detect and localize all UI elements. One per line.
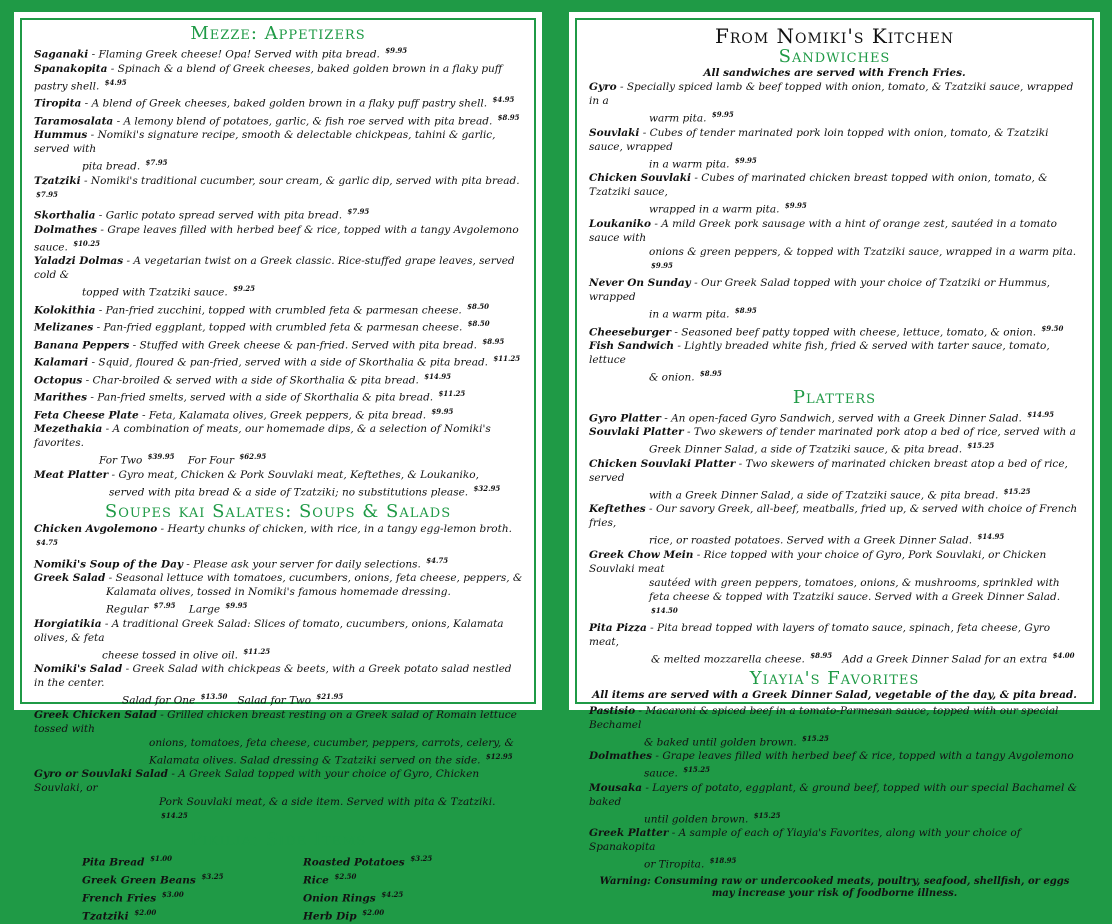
menu-item: Saganaki - Flaming Greek cheese! Opa! Served with pita bread. $^{\$9.95}$ [34, 46, 408, 61]
pita-pizza-block [577, 621, 1092, 667]
menu-item: Octopus - Char-broiled & served with a side of Skorthalia & pita bread. $^{\$14.95}$ [34, 371, 451, 386]
warning-line-1: Warning: Consuming raw or undercooked meats, poultry, seafood, shellfish, or eggs [599, 875, 1070, 887]
mezze-list [22, 44, 534, 422]
food-safety-warning [577, 876, 1092, 900]
menu-item: Pita Pizza - Pita bread topped with layers of tomato sauce, spinach, feta cheese, Gyro meat, & melted mozzarella cheese. $^{\$8.95}$ Add a Greek Dinner Salad for an extra $^{\$4.00}$ [589, 622, 1075, 666]
menu-item: Souvlaki - Cubes of tender marinated pork loin topped with onion, tomato, & Tzatziki sauce, wrapped in a warm pita. $^{\$9.95}$ [589, 126, 1049, 170]
side-items-col-1 [82, 852, 293, 924]
pikilia-title: Pikilia: Side Items [189, 828, 367, 850]
side-item: Rice $^{\$2.50}$ [303, 871, 357, 886]
yiayia-list [577, 704, 1092, 872]
mezze-title: Mezze: Appetizers [190, 23, 366, 44]
menu-item: Kolokithia - Pan-fried zucchini, topped with crumbled feta & parmesan cheese. $^{\$8.50}$ [34, 301, 490, 316]
kitchen-title: From Nomiki's Kitchen [714, 24, 955, 48]
menu-item: Gyro or Souvlaki Salad - A Greek Salad topped with your choice of Gyro, Chicken Souvlaki, or Pork Souvlaki meat, & a side item. Served with pita & Tzatziki. $^{\$14.25}$ [34, 768, 496, 820]
soups-title: Soupes kai Salates: Soups & Salads [104, 501, 452, 522]
side-item: Greek Green Beans $^{\$3.25}$ [82, 871, 224, 886]
menu-item: Nomiki's Salad - Greek Salad with chickpeas & beets, with a Greek potato salad nestled in the center. Salad for One $^{\$13.50}$ Salad for Two $^{\$21.95}$ [34, 663, 512, 707]
menu-item: Dolmathes - Grape leaves filled with herbed beef & rice, topped with a tangy Avgolemono sauce. $^{\$10.25}$ [34, 223, 519, 253]
menu-item: Horgiatikia - A traditional Greek Salad: Slices of tomato, cucumbers, onions, Kalamata olives, & feta cheese tossed in olive oil. $^{\$11.25}$ [34, 617, 504, 661]
menu-item: Loukaniko - A mild Greek pork sausage with a hint of orange zest, sautéed in a tomato sauce with onions & green peppers, & topped with Tzatziki sauce, wrapped in a warm pita. $^{\$9.95}$ [589, 217, 1077, 270]
menu-item: Chicken Souvlaki Platter - Two skewers of marinated chicken breast atop a bed of rice, served with a Greek Dinner Salad, a side of Tzatziki sauce, & pita bread. $^{\$15.25}$ [589, 457, 1068, 501]
menu-item: Pastisio - Macaroni & spiced beef in a tomato-Parmesan sauce, topped with our special Bechamel & baked until golden brown. $^{\$15.25}$ [589, 704, 1059, 748]
side-items-col-2 [303, 852, 514, 924]
sandwiches-title: Sandwiches [778, 46, 891, 67]
side-items-grid [22, 850, 534, 924]
menu-item: Banana Peppers - Stuffed with Greek cheese & pan-fried. Served with pita bread. $^{\$8.95}$ [34, 336, 505, 351]
left-panel-border [20, 18, 536, 922]
soups-list [22, 522, 534, 827]
menu-item: Fish Sandwich - Lightly breaded white fish, fried & served with tarter sauce, tomato, lettuce & onion. $^{\$8.95}$ [589, 340, 1050, 384]
sandwiches-note: All sandwiches are served with French Fries. [703, 67, 966, 79]
side-item: French Fries $^{\$3.00}$ [82, 889, 184, 904]
menu-item: Taramosalata - A lemony blend of potatoes, garlic, & fish roe served with pita bread. $^{\$8.95}$ [34, 112, 520, 127]
menu-item: Tzatziki - Nomiki's traditional cucumber, sour cream, & garlic dip, served with pita bread. $^{\$7.95}$ [34, 174, 520, 199]
menu-item: Hummus - Nomiki's signature recipe, smooth & delectable chickpeas, tahini & garlic, served with pita bread. $^{\$7.95}$ [34, 129, 496, 173]
left-menu-panel [12, 10, 544, 922]
right-menu-panel [567, 10, 1102, 899]
menu-item: Yaladzi Dolmas - A vegetarian twist on a Greek classic. Rice-stuffed grape leaves, served cold & topped with Tzatziki sauce. $^{\$9.25}$ [34, 255, 515, 299]
menu-item: Melizanes - Pan-fried eggplant, topped with crumbled feta & parmesan cheese. $^{\$8.50}$ [34, 319, 490, 334]
menu-item: Mousaka - Layers of potato, eggplant, & ground beef, topped with our special Bachamel & baked until golden brown. $^{\$15.25}$ [589, 781, 1077, 825]
menu-item: Skorthalia - Garlic potato spread served with pita bread. $^{\$7.95}$ [34, 207, 370, 222]
menu-item: Greek Platter - A sample of each of Yiayia's Favorites, along with your choice of Spanakopita or Tiropita. $^{\$18.95}$ [589, 827, 1021, 871]
right-panel-border [575, 18, 1094, 899]
side-item: Herb Dip $^{\$2.00}$ [303, 907, 385, 922]
menu-item: Mezethakia - A combination of meats, our homemade dips, & a selection of Nomiki's favorites. For Two $^{\$39.95}$ For Four $^{\$62.95}$ [34, 423, 491, 467]
menu-item: Greek Chicken Salad - Grilled chicken breast resting on a Greek salad of Romain lettuce tossed with onions, tomatoes, feta cheese, cucumber, peppers, carrots, celery, & Kalamata olives. Salad dressing & Tzatziki served on the side. $^{\$12.95}$ [34, 708, 517, 766]
sandwich-list [577, 80, 1092, 385]
menu-item: Dolmathes - Grape leaves filled with herbed beef & rice, topped with a tangy Avgolemono sauce. $^{\$15.25}$ [589, 750, 1074, 780]
menu-item: Never On Sunday - Our Greek Salad topped with your choice of Tzatziki or Hummus, wrapped in a warm pita. $^{\$8.95}$ [589, 277, 1050, 321]
menu-item: Greek Salad - Seasonal lettuce with tomatoes, cucumbers, onions, feta cheese, peppers, & Kalamata olives, tossed in Nomiki's famous homemade dressing. Regular $^{\$7.95}$ Large $^{\$9.95}$ [34, 572, 523, 616]
menu-item: Keftethes - Our savory Greek, all-beef, meatballs, fried up, & served with choice of French fries, rice, or roasted potatoes. Served with a Greek Dinner Salad. $^{\$14.95}$ [589, 503, 1078, 547]
menu-item: Tiropita - A blend of Greek cheeses, baked golden brown in a flaky puff pastry shell. $^{\$4.95}$ [34, 95, 515, 110]
side-item: Pita Bread $^{\$1.00}$ [82, 853, 173, 868]
menu-item: Kalamari - Squid, floured & pan-fried, served with a side of Skorthalia & pita bread. $^{\$11.25}$ [34, 354, 521, 369]
yiayia-title: Yiayia's Favorites [749, 667, 920, 689]
warning-line-2: may increase your risk of foodborne illness. [711, 887, 958, 899]
menu-item: Gyro Platter - An open-faced Gyro Sandwich, served with a Greek Dinner Salad. $^{\$14.95}$ [589, 409, 1055, 424]
menu-item: Marithes - Pan-fried smelts, served with a side of Skorthalia & pita bread. $^{\$11.25}$ [34, 389, 466, 404]
menu-item: Feta Cheese Plate - Feta, Kalamata olives, Greek peppers, & pita bread. $^{\$9.95}$ [34, 406, 454, 421]
menu-item: Chicken Souvlaki - Cubes of marinated chicken breast topped with onion, tomato, & Tzatziki sauce, wrapped in a warm pita. $^{\$9.95}$ [589, 172, 1048, 216]
yiayia-note: All items are served with a Greek Dinner Salad, vegetable of the day, & pita bread. [592, 688, 1077, 701]
menu-item: Cheeseburger - Seasoned beef patty topped with cheese, lettuce, tomato, & onion. $^{\$9.50}$ [589, 323, 1064, 338]
menu-item: Gyro - Specially spiced lamb & beef topped with onion, tomato, & Tzatziki sauce, wrapped in a warm pita. $^{\$9.95}$ [589, 81, 1074, 125]
side-item: Roasted Potatoes $^{\$3.25}$ [303, 853, 433, 868]
menu-item: Spanakopita - Spinach & a blend of Greek cheeses, baked golden brown in a flaky puff pastry shell. $^{\$4.95}$ [34, 62, 503, 92]
menu-item: Greek Chow Mein - Rice topped with your choice of Gyro, Pork Souvlaki, or Chicken Souvlaki meat sautéed with green peppers, tomatoes, onions, & mushrooms, sprinkled with feta cheese & topped with Tzatziki sauce. Served with a Greek Dinner Salad. $^{\$14.50}$ [589, 548, 1061, 615]
platter-list [577, 408, 1092, 622]
side-item: Tzatziki $^{\$2.00}$ [82, 907, 157, 922]
mezethakia-block [22, 422, 534, 499]
menu-item: Souvlaki Platter - Two skewers of tender marinated pork atop a bed of rice, served with a Greek Dinner Salad, a side of Tzatziki sauce, & pita bread. $^{\$15.25}$ [589, 426, 1076, 456]
menu-item: Nomiki's Soup of the Day - Please ask your server for daily selections. $^{\$4.75}$ [34, 555, 449, 570]
platters-title: Platters [792, 386, 877, 408]
menu-item: Meat Platter - Gyro meat, Chicken & Pork Souvlaki meat, Keftethes, & Loukaniko, served with pita bread & a side of Tzatziki; no substitutions please. $^{\$32.95}$ [34, 468, 501, 498]
menu-item: Chicken Avgolemono - Hearty chunks of chicken, with rice, in a tangy egg-lemon broth. $^{\$4.75}$ [34, 523, 512, 547]
side-item: Onion Rings $^{\$4.25}$ [303, 889, 404, 904]
